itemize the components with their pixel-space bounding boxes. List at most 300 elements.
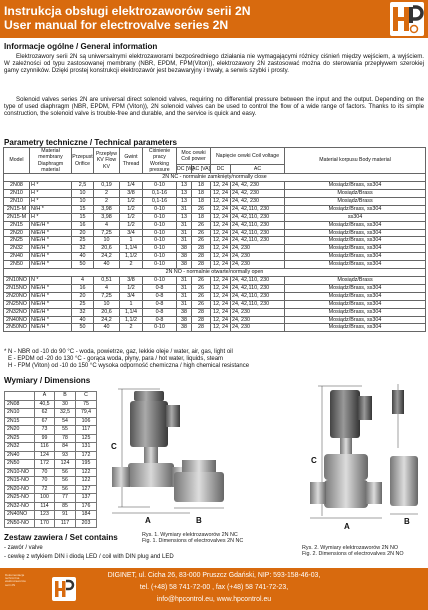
table-cell: N/E/H * [30,253,72,261]
table-cell: 12, 24 [211,205,231,213]
col-power: Moc cewki Coil power [177,148,211,165]
fig1-label-a: A [145,516,151,525]
dim-cell: 2N50 [5,460,35,469]
table-cell: 0-10 [143,276,177,284]
table-row [4,245,426,253]
dim-cell: 2N40NO [5,511,35,520]
table-cell: 1/2 [120,221,143,229]
table-cell: 40 [94,324,120,332]
set-heading: Zestaw zawiera / Set contains [4,533,118,542]
table-cell: 20,6 [94,308,120,316]
table-row [4,229,426,237]
dim-cell: 67 [35,417,55,426]
table-cell: 24, 230 [231,324,285,332]
col-model: Model [4,148,30,174]
table-cell: 24, 42,110, 230 [231,221,285,229]
dim-col-header: C [76,392,97,401]
table-cell: 24, 230 [231,261,285,269]
table-cell: 0,1-16 [143,190,177,198]
table-cell: 18 [192,197,211,205]
table-cell: 20,6 [94,245,120,253]
dim-cell: 106 [76,417,97,426]
table-cell: H * [30,182,72,190]
dim-row [5,485,97,494]
table-cell: 2N15 [4,221,30,229]
col-dc: DC [211,165,231,174]
dim-cell: 2N20 [5,426,35,435]
footer-bar [0,568,428,610]
dim-cell: 117 [76,426,97,435]
table-cell: 15 [72,213,94,221]
fig2-label-a: A [344,522,350,531]
table-cell: 24,2 [94,316,120,324]
table-cell: 12, 24 [211,237,231,245]
table-cell: 40 [94,261,120,269]
table-cell: 2 [120,324,143,332]
note-fpm: H - FPM (Viton) od -10 do 150 °C wysoka odporność chemiczna / high chemical resistance [8,363,250,369]
dim-cell: 131 [76,443,97,452]
footer-contact: info@hpcontrol.eu, www.hpcontrol.eu [156,596,272,603]
dim-cell: 56 [55,477,76,486]
fig1-caption-en: Fig. 1. Dimensions of electrovalves 2N NC [142,538,244,544]
table-cell: 12, 24 [211,182,231,190]
title-pl: Instrukcja obsługi elektrozaworów serii 2N [4,4,251,18]
table-cell: 4 [94,284,120,292]
table-cell: Mosiądz/Brass [285,276,426,284]
table-cell: 12, 24 [211,229,231,237]
table-cell: 24, 42,110, 230 [231,300,285,308]
table-cell: 2N15NO [4,284,30,292]
table-cell: Mosiądz/Brass, ss304 [285,205,426,213]
table-cell: 3,98 [94,213,120,221]
table-row [4,237,426,245]
dim-cell: 93 [55,451,76,460]
table-cell: 50 [72,324,94,332]
dim-row [5,400,97,409]
dim-cell: 124 [35,451,55,460]
table-cell: 25 [72,300,94,308]
table-cell: 13 [177,213,192,221]
group-no-header-label: 2N NO - normalnie otwarte/normally open [4,269,426,277]
table-cell: 0-10 [143,229,177,237]
table-cell: 28 [192,316,211,324]
table-cell: 31 [177,229,192,237]
table-cell: 0,51 [94,276,120,284]
table-cell: 2N40NO [4,316,30,324]
table-cell: 1 [120,237,143,245]
fig2-label-c: C [311,456,317,465]
table-cell: 12, 24 [211,245,231,253]
table-cell: Mosiądz/Brass [285,197,426,205]
table-cell: 26 [192,292,211,300]
table-row [4,292,426,300]
dim-cell: 70 [35,468,55,477]
table-cell: 2N10NO [4,276,30,284]
table-cell: 3/4 [120,292,143,300]
dim-cell: 2N40 [5,451,35,460]
dim-cell: 122 [76,477,97,486]
dim-row [5,511,97,520]
table-row [4,205,426,213]
dim-cell: 172 [76,451,97,460]
note-epdm: E - EPDM od -20 do 130 °C - gorąca woda, płyny, para / hot water, liquids, steam [8,356,224,362]
col-body: Materiał korpusu Body material [285,148,426,174]
table-cell: 0-8 [143,284,177,292]
col-pressure: Ciśnienie pracy Working pressure [143,148,177,174]
table-cell: 0-10 [143,324,177,332]
dim-cell: 122 [76,468,97,477]
fig2-no-valve-drawing [258,378,428,528]
dim-cell: 184 [76,511,97,520]
table-cell: 24, 230 [231,308,285,316]
table-cell: 28 [192,324,211,332]
table-cell: N * [30,276,72,284]
dim-cell: 2N20-NO [5,485,35,494]
table-cell: 1/2 [120,197,143,205]
table-row [4,324,426,332]
table-cell: 10 [94,237,120,245]
table-cell: 4 [94,221,120,229]
table-cell: 12, 24 [211,308,231,316]
table-cell: 12, 24 [211,190,231,198]
table-cell: Mosiądz/Brass, ss304 [285,316,426,324]
table-cell: 3/8 [120,276,143,284]
header-bar [0,0,428,38]
table-cell: 0-10 [143,182,177,190]
table-cell: N/H * [30,205,72,213]
dim-cell: 40,5 [35,400,55,409]
table-cell: 4 [72,276,94,284]
table-cell: 32 [72,308,94,316]
table-cell: 12, 24 [211,197,231,205]
fig1-caption-pl: Rys. 1. Wymiary elektrozaworów 2N NC [142,532,238,538]
table-cell: 0-10 [143,205,177,213]
table-cell: N/E/H * [30,308,72,316]
table-cell: 12, 24 [211,284,231,292]
general-heading: Informacje ogólne / General information [4,42,158,51]
table-cell: 31 [177,284,192,292]
footer-phone: tel. (+48) 58 741-72-00 , fax (+48) 58 741-72-23, [139,584,289,591]
table-cell: 0,1-16 [143,197,177,205]
table-cell: ss304 [285,213,426,221]
table-cell: 2 [94,197,120,205]
table-row [4,276,426,284]
table-cell: 26 [192,300,211,308]
table-cell: 25 [72,237,94,245]
col-kv: Przepływ KV Flow KV [94,148,120,174]
fig1-side-view-drawing [166,454,236,514]
table-cell: 18 [192,190,211,198]
table-cell: 31 [177,276,192,284]
table-cell: N/E/H * [30,292,72,300]
dim-row [5,502,97,511]
dim-cell: 125 [76,434,97,443]
dim-cell: 72 [35,485,55,494]
table-cell: 2 [120,261,143,269]
table-cell: 0-8 [143,316,177,324]
dim-cell: 32,5 [55,409,76,418]
dim-cell: 2N10-NO [5,468,35,477]
dim-cell: 78 [55,434,76,443]
dim-cell: 56 [55,468,76,477]
table-cell: 1/2 [120,284,143,292]
table-cell: 1,1/2 [120,316,143,324]
dim-cell: 2N15 [5,417,35,426]
dim-cell: 2N50-NO [5,519,35,528]
table-cell: 20 [72,229,94,237]
table-cell: 3/8 [120,190,143,198]
footer-address: DIGINET, ul. Cicha 26, 83-000 Pruszcz Gdański, NIP: 593-158-46-03, [107,572,321,579]
table-cell: 24,2 [94,253,120,261]
dim-cell: 2N25 [5,434,35,443]
table-cell: 12, 24 [211,276,231,284]
table-cell: 0-10 [143,213,177,221]
table-row [4,308,426,316]
table-cell: 7,25 [94,292,120,300]
col-orifice: Przepust Orifice [72,148,94,174]
table-cell: 31 [177,292,192,300]
table-cell: 3/4 [120,229,143,237]
set-item-valve: - zawór / valve [4,545,43,551]
fig1-label-c: C [111,442,117,451]
dim-cell: 127 [76,485,97,494]
dim-row [5,434,97,443]
table-cell: 2N50 [4,261,30,269]
note-nbr: * N - NBR od -10 do 90 °C - woda, powietrze, gaz, lekkie oleje / water, air, gas, light oil [4,349,233,355]
table-cell: 38 [177,324,192,332]
dim-cell: 70 [35,477,55,486]
table-cell: N/E/H * [30,221,72,229]
hp-control-logo-icon [390,2,424,36]
table-row [4,284,426,292]
dim-row [5,477,97,486]
dim-cell: 84 [55,443,76,452]
table-cell: 24, 42,110, 230 [231,229,285,237]
dim-col-header [5,392,35,401]
table-cell: 0-8 [143,300,177,308]
table-cell: 38 [177,245,192,253]
table-cell: 28 [192,245,211,253]
col-membrane: Materiał membrany Diaphragm material [30,148,72,174]
table-cell: 0-10 [143,261,177,269]
table-cell: 10 [72,197,94,205]
dim-header-row [5,392,97,401]
dim-cell: 2N10 [5,409,35,418]
table-cell: 2N25 [4,237,30,245]
dim-col-header: A [35,392,55,401]
table-row [4,316,426,324]
group-nc-header [4,174,426,182]
col-thread: Gwint Thread [120,148,143,174]
table-cell: N/E/H * [30,261,72,269]
table-cell: 28 [192,253,211,261]
table-row [4,213,426,221]
table-cell: 24, 230 [231,253,285,261]
dim-col-header: B [55,392,76,401]
dim-cell: 170 [35,519,55,528]
table-cell: N/E/H * [30,229,72,237]
col-ac-va: AC [VA] [192,166,211,173]
dim-cell: 85 [55,502,76,511]
table-cell: 12, 24 [211,324,231,332]
table-cell: 12, 24 [211,221,231,229]
table-cell: 0-10 [143,237,177,245]
table-cell: 10 [94,300,120,308]
table-cell: 24, 42,110, 230 [231,276,285,284]
table-cell: 2N20NO [4,292,30,300]
table-cell: 12, 24 [211,292,231,300]
table-cell: 31 [177,221,192,229]
table-cell: 2N10 [4,197,30,205]
dim-cell: 91 [55,511,76,520]
table-cell: 16 [72,221,94,229]
table-cell: H * [30,190,72,198]
table-cell: 1,1/2 [120,253,143,261]
dim-cell: 2N25-NO [5,494,35,503]
table-cell: Mosiądz/Brass, ss304 [285,261,426,269]
dim-cell: 73 [35,426,55,435]
dim-cell: 195 [76,460,97,469]
table-cell: N/E/H * [30,316,72,324]
table-cell: 40 [72,253,94,261]
table-cell: 12, 24 [211,253,231,261]
table-cell: N/E/H * [30,300,72,308]
table-cell: 1,1/4 [120,308,143,316]
table-cell: 1/2 [120,205,143,213]
table-cell: 2N40 [4,253,30,261]
group-nc-header-label: 2N NC - normalnie zamknięty/normally close [4,174,426,182]
table-cell: 26 [192,284,211,292]
table-cell: 15 [72,205,94,213]
table-cell: 2N32NO [4,308,30,316]
dim-cell: 30 [55,400,76,409]
table-cell: 0-8 [143,292,177,300]
dim-cell: 176 [76,502,97,511]
dim-cell: 2N15-NO [5,477,35,486]
table-cell: 18 [192,182,211,190]
table-cell: 1/2 [120,213,143,221]
dim-row [5,451,97,460]
table-cell: 24, 42,110, 230 [231,205,285,213]
table-cell: 2N15-M [4,213,30,221]
table-cell: Mosiądz/Brass, ss304 [285,324,426,332]
table-row [4,261,426,269]
table-row [4,182,426,190]
dim-cell: 99 [35,434,55,443]
table-cell: 0,19 [94,182,120,190]
dim-cell: 56 [55,485,76,494]
table-cell: 26 [192,276,211,284]
table-cell: 13 [177,190,192,198]
group-no-header [4,269,426,277]
table-cell: Mosiądz/Brass [285,190,426,198]
table-cell: Mosiądz/Brass, ss304 [285,245,426,253]
table-cell: 2N50NO [4,324,30,332]
dim-row [5,468,97,477]
dim-cell: 172 [35,460,55,469]
fig2-caption-en: Fig. 2. Dimensions of electrovalves 2N NO [302,551,404,557]
table-cell: 31 [177,237,192,245]
dim-row [5,519,97,528]
dim-row [5,460,97,469]
table-cell: 24, 42, 230 [231,197,285,205]
table-cell: H * [30,213,72,221]
table-cell: Mosiądz/Brass, ss304 [285,237,426,245]
table-cell: 0-8 [143,308,177,316]
table-cell: 3,98 [94,205,120,213]
table-cell: 32 [72,245,94,253]
table-cell: 38 [177,316,192,324]
table-cell: N/E/H * [30,245,72,253]
dim-cell: 77 [55,494,76,503]
table-row [4,190,426,198]
table-cell: Mosiądz/Brass, ss304 [285,292,426,300]
params-heading: Parametry techniczne / Technical parameters [4,138,178,147]
table-cell: 28 [192,308,211,316]
table-cell: 1,1/4 [120,245,143,253]
fig2-label-b: B [404,517,410,526]
table-cell: 2N10 [4,190,30,198]
general-para-en: Solenoid valves series 2N are universal direct solenoid valves, requiring no differential pressure between the input and the output. Depending on the type of used diaphragm (NBR, EPDM, FPM (Viton)), 2N solenoid valves can be used to control the flow of a wide range of factors. Thanks to its simple construction, the solenoid valve is trouble-free and durable, and the service is quick and easy. [4,96,424,118]
dim-row [5,494,97,503]
table-cell: 38 [177,253,192,261]
table-cell: 26 [192,229,211,237]
dim-cell: 55 [55,426,76,435]
col-dc-w: DC [W] [177,166,194,173]
table-cell: 2N32 [4,245,30,253]
table-cell: H * [30,197,72,205]
table-cell: 13 [177,197,192,205]
table-cell: N/E/H * [30,284,72,292]
table-row [4,197,426,205]
fig2-caption-pl: Rys. 2. Wymiary elektrozaworów 2N NO [302,545,399,551]
table-cell: 31 [177,300,192,308]
dim-cell: 116 [35,443,55,452]
table-cell: 24, 230 [231,245,285,253]
table-cell: 20 [72,292,94,300]
dim-cell: 117 [55,519,76,528]
table-cell: 2,5 [72,182,94,190]
table-cell: 0-10 [143,245,177,253]
table-cell: 0-10 [143,221,177,229]
dim-row [5,409,97,418]
table-cell: Mosiądz/Brass, ss304 [285,253,426,261]
dim-cell: 2N32-NO [5,502,35,511]
table-cell: 2N20 [4,229,30,237]
col-voltage: Napięcie cewki Coil voltage [211,148,285,165]
table-cell: N/E/H * [30,237,72,245]
table-cell: 24, 42,110, 230 [231,284,285,292]
dimensions-heading: Wymiary / Dimensions [4,376,91,385]
dim-row [5,417,97,426]
table-cell: 12, 24 [211,316,231,324]
table-cell: 12, 24 [211,300,231,308]
table-cell: 7,25 [94,229,120,237]
table-cell: 2N25NO [4,300,30,308]
table-cell: 24, 230 [231,316,285,324]
table-cell: 24, 42, 230 [231,182,285,190]
table-cell: 1/4 [120,182,143,190]
table-cell: N/E/H * [30,324,72,332]
table-cell: 24, 42,110, 230 [231,237,285,245]
footer-side-note: Dokumentacja techniczna elektrozaworów serii 2N [5,573,26,587]
table-cell: 26 [192,221,211,229]
dim-cell: 2N08 [5,400,35,409]
table-cell: 40 [72,316,94,324]
table-cell: 10 [72,190,94,198]
table-cell: 1 [120,300,143,308]
dim-cell: 123 [35,511,55,520]
